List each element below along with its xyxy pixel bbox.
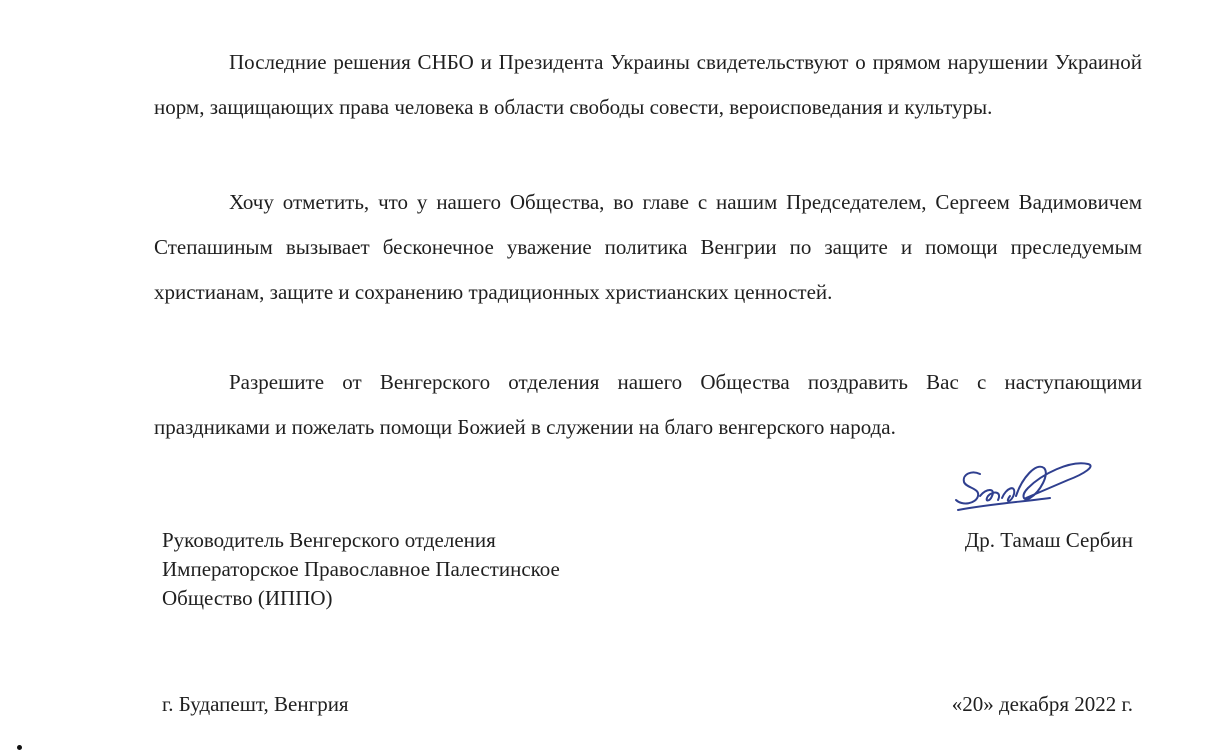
letter-date: «20» декабря 2022 г. <box>951 692 1133 716</box>
signatory-name: Др. Тамаш Сербин <box>964 528 1133 552</box>
place-of-writing: г. Будапешт, Венгрия <box>162 692 349 716</box>
sender-position-line: Руководитель Венгерского отделения <box>162 528 496 552</box>
sender-position-line: Общество (ИППО) <box>162 586 333 610</box>
handwritten-signature-icon <box>950 452 1100 522</box>
paragraph-decisions: Последние решения СНБО и Президента Украины свидетельствуют о прямом нарушении Украиной норм, защищающих права человека в области свободы совести, вероисповедания и культуры. <box>154 50 1142 119</box>
sender-position-line: Императорское Православное Палестинское <box>162 557 560 581</box>
scan-speck <box>17 745 22 750</box>
paragraph-respect: Хочу отметить, что у нашего Общества, во главе с нашим Председателем, Сергеем Вадимовичем Степашиным вызывает бесконечное уважение политика Венгрии по защите и помощи преследуемым христианам, защите и сохранению традиционных христианских ценностей. <box>154 190 1142 304</box>
paragraph-greetings: Разрешите от Венгерского отделения нашего Общества поздравить Вас с наступающими праздниками и пожелать помощи Божией в служении на благо венгерского народа. <box>154 370 1142 439</box>
sender-position-block <box>162 526 560 613</box>
